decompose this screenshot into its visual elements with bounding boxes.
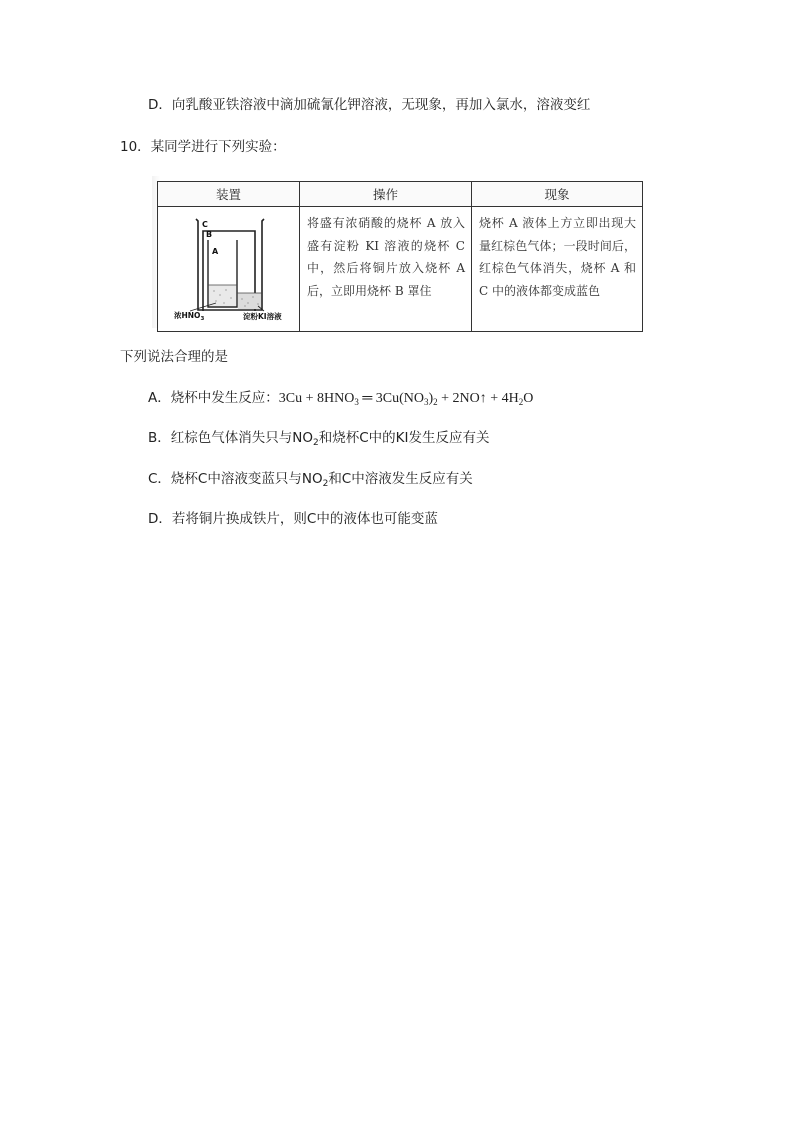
option-d-previous-question: D．向乳酸亚铁溶液中滴加硫氰化钾溶液，无现象，再加入氯水，溶液变红 [148, 97, 591, 113]
option-a-equation: $3Cu + 8HNO_3$ ═ $3Cu(NO_3)_2$ + 2NO↑ + $4H_2O$ [278, 391, 534, 407]
question-number: 10． [120, 139, 151, 155]
header-phenomenon: 现象 [472, 182, 643, 207]
header-apparatus: 装置 [158, 182, 300, 207]
label-starch-ki: 淀粉KI溶液 [243, 312, 282, 321]
apparatus-cell [158, 207, 300, 332]
option-c: C．烧杯C中溶液变蓝只与$NO_2$和C中溶液发生反应有关 [148, 471, 473, 489]
concentrated-hno3-liquid [209, 285, 236, 306]
option-a-prefix: A．烧杯中发生反应： [148, 390, 279, 406]
operation-text: 将盛有浓硝酸的烧杯 A 放入盛有淀粉 KI 溶液的烧杯 C 中，然后将铜片放入烧杯 A 后，立即用烧杯 B 罩住 [307, 216, 465, 298]
option-b: B．红棕色气体消失只与$NO_2$和烧杯C中的KI发生反应有关 [148, 430, 490, 448]
question-10-stem [120, 138, 286, 156]
question-text: 某同学进行下列实验： [150, 139, 286, 155]
beaker-apparatus-diagram [158, 207, 299, 323]
table-header-row [158, 182, 643, 207]
experiment-table [157, 181, 643, 332]
prompt-text: 下列说法合理的是 [120, 349, 228, 365]
header-operation: 操作 [300, 182, 472, 207]
starch-ki-solution [238, 293, 261, 309]
label-b: B [206, 230, 213, 239]
operation-cell [300, 207, 472, 332]
option-a [148, 389, 533, 411]
label-c: C [202, 220, 208, 229]
label-concentrated-hno3: 浓$HNO_3$ [174, 311, 205, 322]
phenomenon-cell [472, 207, 643, 332]
phenomenon-text: 烧杯 A 液体上方立即出现大量红棕色气体；一段时间后，红棕色气体消失，烧杯 A 和 C 中的液体都变成蓝色 [479, 216, 636, 298]
option-d: D．若将铜片换成铁片，则C中的液体也可能变蓝 [148, 511, 438, 527]
label-a: A [212, 247, 219, 256]
table-body-row [158, 207, 643, 332]
